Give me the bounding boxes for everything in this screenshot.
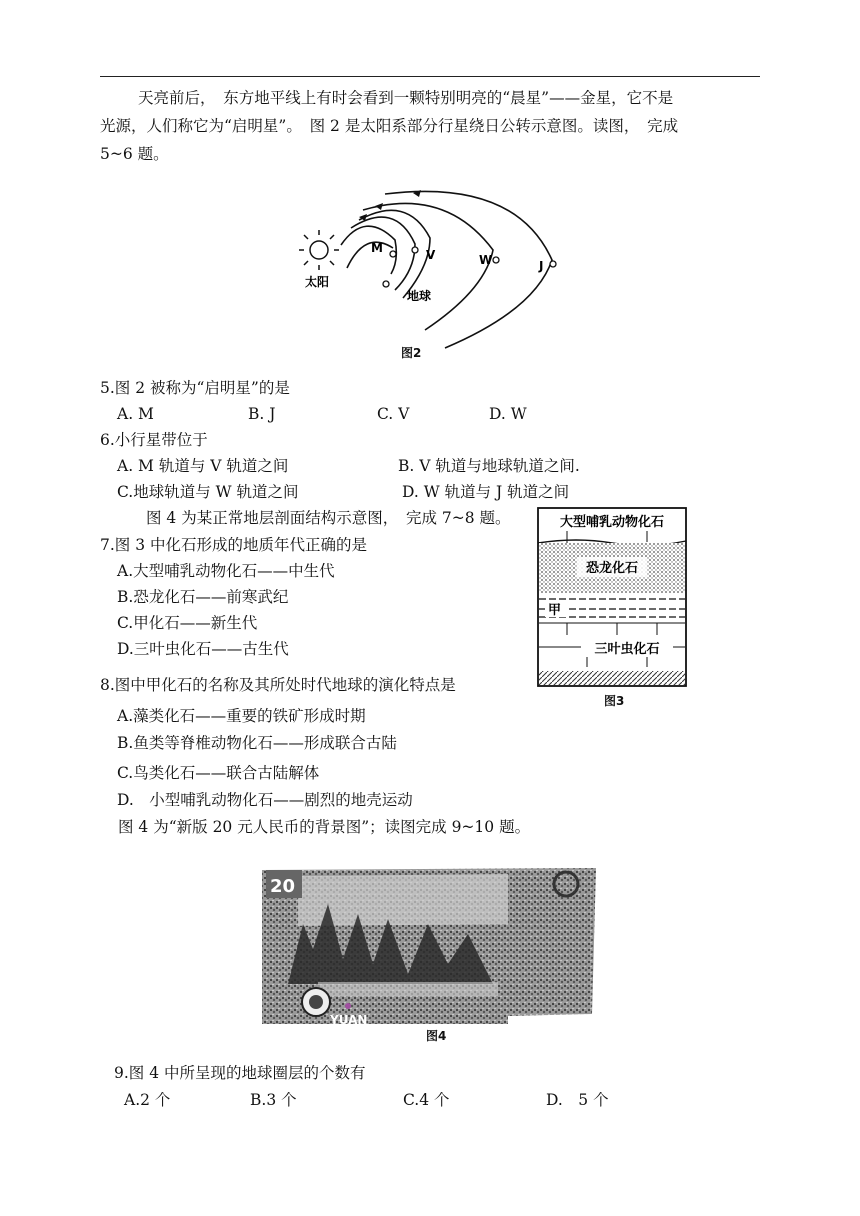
q8-option-c: C.鸟类化石——联合古陆解体	[117, 764, 320, 782]
q6-option-a: A. M 轨道与 V 轨道之间	[117, 457, 289, 475]
label-m: M	[371, 241, 383, 255]
figure-4-caption: 图4	[426, 1029, 447, 1042]
q6-option-c: C.地球轨道与 W 轨道之间	[117, 483, 299, 501]
figure-3-caption: 图3	[604, 694, 625, 708]
q5-option-b: B. J	[248, 405, 276, 423]
coin-circle-icon	[302, 988, 330, 1016]
fig3-layer4-label: 三叶虫化石	[594, 642, 660, 657]
header-rule	[100, 76, 760, 77]
q5-option-c: C. V	[377, 405, 410, 423]
q5-option-d: D. W	[489, 405, 527, 423]
q6-stem: 6.小行星带位于	[100, 431, 208, 449]
orbit-w	[363, 203, 493, 330]
q8-option-a: A.藻类化石——重要的铁矿形成时期	[117, 707, 366, 725]
q8-option-b: B.鱼类等脊椎动物化石——形成联合古陆	[117, 734, 397, 752]
orbit-lines	[341, 191, 552, 348]
note-denomination: 20	[270, 876, 296, 897]
label-j: J	[539, 259, 544, 273]
q7-option-b: B.恐龙化石——前寒武纪	[117, 588, 289, 606]
note-yuan-text: YUAN	[330, 1013, 368, 1027]
q9-option-d: D. 5 个	[546, 1091, 609, 1109]
label-v: V	[426, 248, 436, 262]
label-w: W	[479, 253, 493, 267]
figure-3-strata	[537, 507, 689, 689]
q5-stem: 5.图 2 被称为“启明星”的是	[100, 379, 290, 397]
q9-stem: 9.图 4 中所呈现的地球圈层的个数有	[114, 1064, 366, 1082]
q8-option-d: D. 小型哺乳动物化石——剧烈的地壳运动	[117, 791, 413, 809]
layer-bottom	[539, 671, 685, 685]
intro-7-8: 图 4 为某正常地层剖面结构示意图， 完成 7~8 题。	[146, 509, 511, 527]
orbit-m-outer	[341, 226, 396, 274]
intro-9-10: 图 4 为“新版 20 元人民币的背景图”；读图完成 9~10 题。	[118, 818, 531, 836]
q7-stem: 7.图 3 中化石形成的地质年代正确的是	[100, 536, 368, 554]
sun-icon	[299, 230, 339, 270]
label-earth: 地球	[407, 289, 432, 303]
intro-line-1: 天亮前后， 东方地平线上有时会看到一颗特别明亮的“晨星”——金星，它不是	[138, 89, 674, 107]
q6-option-d: D. W 轨道与 J 轨道之间	[402, 483, 570, 501]
label-sun: 太阳	[305, 275, 330, 289]
q6-option-b: B. V 轨道与地球轨道之间.	[398, 457, 580, 475]
fig3-layer2-label: 恐龙化石	[585, 561, 639, 576]
intro-line-3: 5~6 题。	[100, 145, 169, 163]
figure-2-orbits	[295, 180, 565, 360]
q5-option-a: A. M	[117, 405, 154, 423]
planet-markers	[383, 247, 556, 287]
fig3-layer3-label: 甲	[548, 603, 562, 618]
figure-4-banknote	[258, 864, 600, 1042]
orbit-m	[347, 242, 393, 268]
q9-option-b: B.3 个	[250, 1091, 297, 1109]
q7-option-a: A.大型哺乳动物化石——中生代	[117, 562, 335, 580]
intro-line-2: 光源，人们称它为“启明星”。 图 2 是太阳系部分行星绕日公转示意图。读图， 完成	[100, 117, 679, 135]
fig3-layer1-label: 大型哺乳动物化石	[559, 515, 665, 530]
q7-option-d: D.三叶虫化石——古生代	[117, 640, 289, 658]
q8-stem: 8.图中甲化石的名称及其所处时代地球的演化特点是	[100, 676, 456, 694]
figure-2-caption: 图2	[401, 346, 422, 360]
q9-option-c: C.4 个	[403, 1091, 450, 1109]
q7-option-c: C.甲化石——新生代	[117, 614, 258, 632]
q9-option-a: A.2 个	[124, 1091, 171, 1109]
